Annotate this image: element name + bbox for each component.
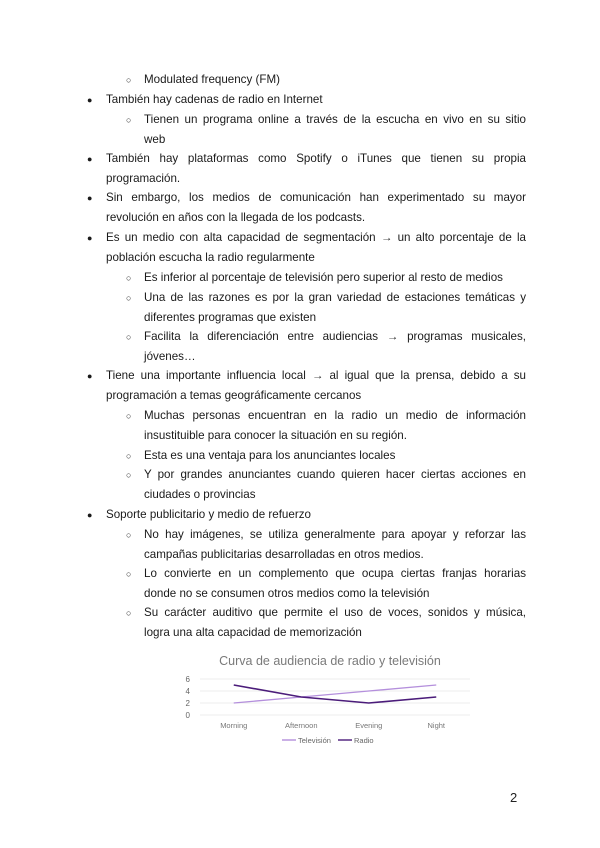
list-item-text: Soporte publicitario y medio de refuerzo <box>106 508 311 521</box>
list-item-text-cont: jóvenes… <box>144 350 196 363</box>
list-item-text-cont: donde no se consumen otros medios como la televisión <box>144 587 430 600</box>
list-item-text: Su carácter auditivo que permite el uso de voces, sonidos y música, <box>144 606 526 619</box>
bullet-marker: ● <box>87 95 93 105</box>
bullet-marker: ● <box>87 233 93 243</box>
sub-bullet-marker: ○ <box>126 273 132 283</box>
bullet-marker: ● <box>87 510 93 520</box>
sub-bullet-marker: ○ <box>126 530 132 540</box>
y-tick-label: 4 <box>185 687 190 696</box>
list-item-text-cont: programación. <box>106 172 181 185</box>
page-number: 2 <box>510 790 518 805</box>
list-item-text-cont: web <box>144 133 166 146</box>
list-item-text-cont: ciudades o provincias <box>144 488 256 501</box>
sub-bullet-marker: ○ <box>126 569 132 579</box>
list-item-text: También hay cadenas de radio en Internet <box>106 93 323 106</box>
list-item-text: No hay imágenes, se utiliza generalmente para apoyar y reforzar las <box>144 528 526 541</box>
list-item-text: Y por grandes anunciantes cuando quieren hacer ciertas acciones en <box>144 468 526 481</box>
chart-title: Curva de audiencia de radio y televisión <box>219 654 441 668</box>
list-item-text: Tienen un programa online a través de la escucha en vivo en su sitio <box>144 113 526 126</box>
list-item-text-cont: revolución en años con la llegada de los podcasts. <box>106 211 366 224</box>
list-item-text: Lo convierte en un complemento que ocupa ciertas franjas horarias <box>144 567 526 580</box>
list-item-text: Sin embargo, los medios de comunicación han experimentado su mayor <box>106 191 526 204</box>
legend-label: Radio <box>354 736 374 745</box>
x-tick-label: Afternoon <box>284 721 318 730</box>
list-item-text-cont: logra una alta capacidad de memorización <box>144 626 362 639</box>
y-tick-label: 2 <box>185 699 190 708</box>
list-item-text: Modulated frequency (FM) <box>144 73 280 86</box>
list-item-text: Esta es una ventaja para los anunciantes locales <box>144 449 396 462</box>
bullet-marker: ● <box>87 193 93 203</box>
y-tick-label: 6 <box>185 675 190 684</box>
list-item-text: Muchas personas encuentran en la radio un medio de información <box>144 409 526 422</box>
list-item-text-cont: insustituible para conocer la situación en su región. <box>144 429 407 442</box>
sub-bullet-marker: ○ <box>126 608 132 618</box>
list-item-text-cont: programación a temas geográficamente cercanos <box>106 389 362 402</box>
x-tick-label: Night <box>427 721 446 730</box>
list-item-text: Es inferior al porcentaje de televisión pero superior al resto de medios <box>144 271 503 284</box>
x-tick-label: Morning <box>220 721 248 730</box>
y-tick-label: 0 <box>185 711 190 720</box>
sub-bullet-marker: ○ <box>126 470 132 480</box>
list-item-text: Una de las razones es por la gran variedad de estaciones temáticas y <box>144 291 526 304</box>
list-item-text-cont: diferentes programas que existen <box>144 311 317 324</box>
list-item-text: Es un medio con alta capacidad de segmentación → un alto porcentaje de la <box>106 231 526 244</box>
list-item-text: Tiene una importante influencia local → al igual que la prensa, debido a su <box>106 369 526 382</box>
sub-bullet-marker: ○ <box>126 451 132 461</box>
sub-bullet-marker: ○ <box>126 75 132 85</box>
audience-line-chart <box>160 670 480 750</box>
x-tick-label: Evening <box>355 721 383 730</box>
list-item-text-cont: campañas publicitarias desarrolladas en otros medios. <box>144 548 424 561</box>
list-item-text: Facilita la diferenciación entre audiencias → programas musicales, <box>144 330 526 343</box>
list-item-text-cont: población escucha la radio regularmente <box>106 251 315 264</box>
bullet-marker: ● <box>87 371 93 381</box>
sub-bullet-marker: ○ <box>126 115 132 125</box>
sub-bullet-marker: ○ <box>126 332 132 342</box>
sub-bullet-marker: ○ <box>126 411 132 421</box>
list-item-text: También hay plataformas como Spotify o iTunes que tienen su propia <box>106 152 526 165</box>
sub-bullet-marker: ○ <box>126 293 132 303</box>
bullet-marker: ● <box>87 154 93 164</box>
legend-label: Televisión <box>298 736 331 745</box>
